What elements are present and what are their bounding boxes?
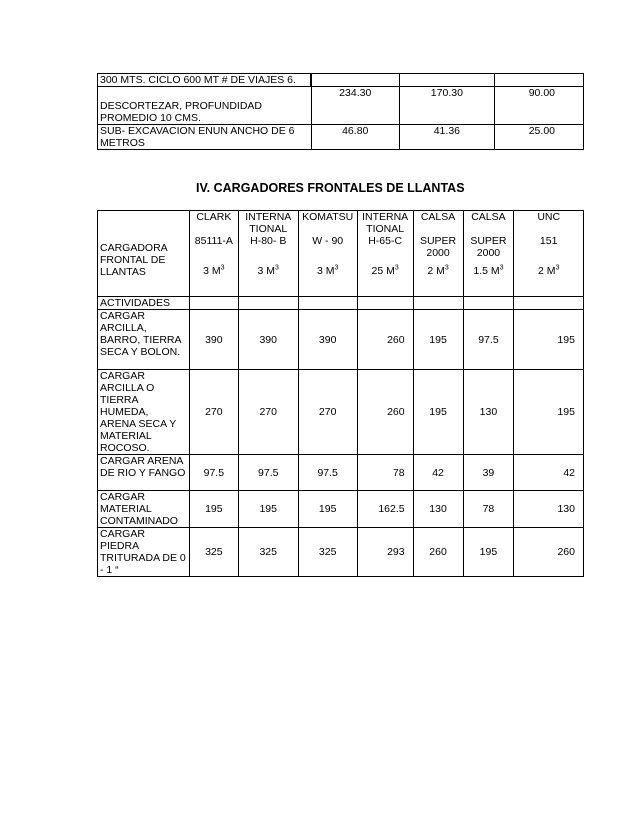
cell-value: 260 [357,370,413,455]
section-title: IV. CARGADORES FRONTALES DE LLANTAS [196,181,465,195]
cell-value: 195 [514,310,584,370]
activity-label: CARGAR ARENA DE RIO Y FANGO [98,455,190,491]
activity-label: CARGAR ARCILLA O TIERRA HUMEDA, ARENA SECA Y MATERIAL ROCOSO. [98,370,190,455]
empty-cell [357,297,413,310]
brand: KOMATSU [302,211,354,223]
cell-value: 195 [514,370,584,455]
capacity-exponent: 3 [555,264,560,272]
capacity: 2 M [537,265,556,277]
cell-value: 42 [413,455,463,491]
cell-value: 97.5 [463,310,514,370]
cell-value: 97.5 [238,455,298,491]
cell-value: 325 [298,528,357,577]
column-header [463,211,514,297]
cell-value: 195 [413,310,463,370]
cell-value: 390 [238,310,298,370]
activity-label: CARGAR MATERIAL CONTAMINADO [98,491,190,528]
cell-value: 260 [413,528,463,577]
empty-cell [463,297,514,310]
capacity-exponent: 3 [275,264,279,272]
cell-value: 46.80 [311,125,399,150]
capacity-exponent: 3 [220,264,225,272]
capacity: 1.5 M [473,265,500,277]
brand: INTERNA TIONAL [245,211,292,235]
cell-value: 195 [189,491,238,528]
cell-value: 170.30 [399,87,495,125]
table-row [98,491,584,528]
table-row [98,528,584,577]
brand: CLARK [196,211,232,223]
row-label: SUB- EXCAVACION ENUN ANCHO DE 6 METROS [98,125,312,150]
table-row [98,87,584,125]
cell-value: 325 [238,528,298,577]
capacity: 3 M [257,265,276,277]
header-label: CARGADORA FRONTAL DE LLANTAS [98,211,190,297]
cell-value: 42 [514,455,584,491]
cell-value: 260 [514,528,584,577]
capacity: 3 M [316,265,335,277]
brand: CALSA [420,211,456,223]
table-row [98,125,584,150]
brand: UNC [537,211,561,223]
cell-value: 162.5 [357,491,413,528]
column-header [413,211,463,297]
column-header [357,211,413,297]
activity-label: CARGAR ARCILLA, BARRO, TIERRA SECA Y BOLON. [98,310,190,370]
empty-cell [238,297,298,310]
cell-value: 195 [298,491,357,528]
model: H-80- B [250,235,287,247]
cell-value: 130 [514,491,584,528]
activities-row [98,297,584,310]
cell-value: 41.36 [399,125,495,150]
cell-value: 90.00 [495,87,584,125]
table-row [98,370,584,455]
model: W - 90 [312,235,344,247]
cell-value: 390 [298,310,357,370]
cell-value: 270 [238,370,298,455]
table-row [98,455,584,491]
model: H-65-C [368,235,403,247]
capacity-exponent: 3 [394,264,399,272]
empty-cell [514,297,584,310]
column-header [514,211,584,297]
cell-value: 195 [238,491,298,528]
model: SUPER 2000 [419,235,457,259]
cell-value [399,74,495,87]
capacity: 3 M [203,265,221,277]
cell-value: 325 [189,528,238,577]
empty-cell [413,297,463,310]
activities-label: ACTIVIDADES [98,297,190,310]
cell-value [311,74,399,87]
cell-value: 270 [189,370,238,455]
model: SUPER 2000 [470,235,507,259]
cell-value: 130 [413,491,463,528]
cell-value: 260 [357,310,413,370]
cell-value [495,74,584,87]
capacity: 2 M [427,265,445,277]
cell-value: 39 [463,455,514,491]
row-label: DESCORTEZAR, PROFUNDIDAD PROMEDIO 10 CMS. [98,87,312,125]
empty-cell [298,297,357,310]
brand: CALSA [471,211,506,223]
table-row [98,310,584,370]
cell-value: 270 [298,370,357,455]
column-header [189,211,238,297]
cell-value: 78 [357,455,413,491]
column-header [238,211,298,297]
capacity-exponent: 3 [444,264,449,272]
row-label: 300 MTS. CICLO 600 MT # DE VIAJES 6. [98,74,312,87]
cell-value: 234.30 [311,87,399,125]
cell-value: 97.5 [298,455,357,491]
cell-value: 25.00 [495,125,584,150]
capacity: 25 M [371,265,395,277]
cell-value: 195 [413,370,463,455]
capacity-exponent: 3 [334,264,339,272]
loaders-table [97,210,584,577]
cell-value: 78 [463,491,514,528]
brand: INTERNA TIONAL [362,211,409,235]
model: 151 [539,235,558,247]
equipment-cost-table-top [97,73,584,150]
empty-cell [189,297,238,310]
cell-value: 293 [357,528,413,577]
cell-value: 130 [463,370,514,455]
column-header [298,211,357,297]
capacity-exponent: 3 [499,264,504,272]
cell-value: 390 [189,310,238,370]
cell-value: 195 [463,528,514,577]
activity-label: CARGAR PIEDRA TRITURADA DE 0 - 1 “ [98,528,190,577]
header-row [98,211,584,297]
table-row [98,74,584,87]
model: 85111-A [194,235,233,247]
cell-value: 97.5 [189,455,238,491]
